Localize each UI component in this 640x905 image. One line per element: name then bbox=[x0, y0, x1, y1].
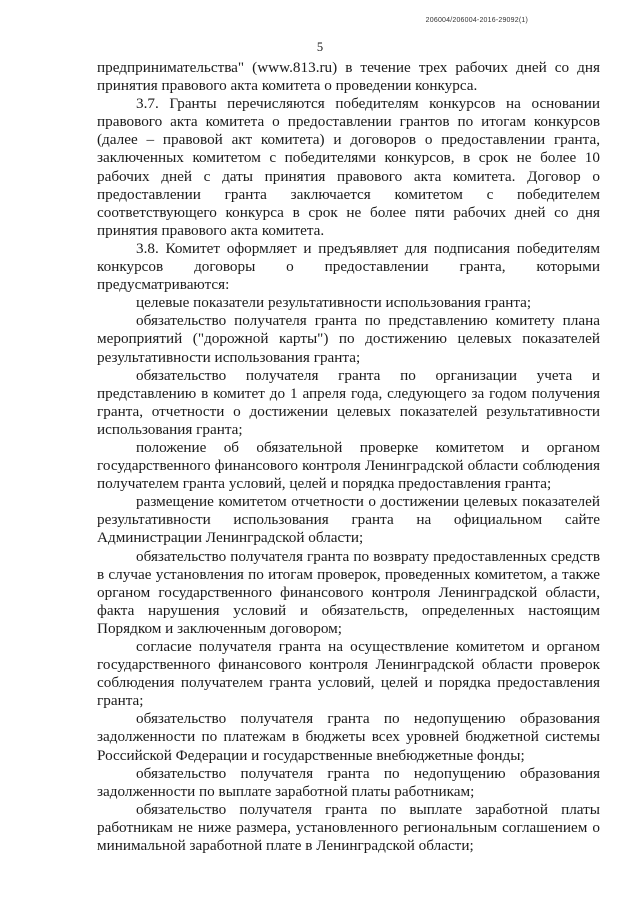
paragraph: обязательство получателя гранта по представлению комитету плана мероприятий ("дорожной карты") по достижению целевых показателей результативности использования гранта; bbox=[97, 312, 600, 366]
document-id: 206004/206004-2016-29092(1) bbox=[425, 17, 528, 24]
paragraph: обязательство получателя гранта по недопущению образования задолженности по платежам в бюджеты всех уровней бюджетной системы Российской Федерации и государственные внебюджетные фонды; bbox=[97, 710, 600, 764]
paragraph: обязательство получателя гранта по возврату предоставленных средств в случае установления по итогам проверок, проведенных комитетом, а также органом государственного финансового контроля Ленинградской области, факта нарушения условий и обязательств, определенных настоящим Порядком и заключенным договором; bbox=[97, 547, 600, 637]
paragraph: целевые показатели результативности использования гранта; bbox=[136, 294, 532, 312]
paragraph: размещение комитетом отчетности о достижении целевых показателей результативности использования гранта на официальном сайте Администрации Ленинградской области; bbox=[97, 493, 600, 547]
page-number: 5 bbox=[316, 40, 324, 54]
paragraph: согласие получателя гранта на осуществление комитетом и органом государственного финансового контроля Ленинградской области проверок соблюдения получателем гранта условий, целей и порядка предоставления гранта; bbox=[97, 638, 600, 710]
document-body bbox=[97, 59, 600, 855]
paragraph: обязательство получателя гранта по выплате заработной платы работникам не ниже размера, установленного региональным соглашением о минимальной заработной плате в Ленинградской области; bbox=[97, 800, 600, 855]
paragraph: предпринимательства" (www.813.ru) в течение трех рабочих дней со дня принятия правового акта комитета о проведении конкурса. bbox=[97, 59, 600, 95]
paragraph: обязательство получателя гранта по организации учета и представлению в комитет до 1 апреля года, следующего за годом получения гранта, отчетности о достижении целевых показателей результативности использования гранта; bbox=[97, 366, 600, 438]
paragraph: 3.7. Гранты перечисляются победителям конкурсов на основании правового акта комитета о предоставлении грантов по итогам конкурсов (далее – правовой акт комитета) и договоров о предоставлении гранта, заключенных комитетом с победителями конкурсов, в срок не более 10 рабочих дней с даты принятия правового акта комитета. Договор о предоставлении гранта заключается комитетом с победителем соответствующего конкурса в срок не более пяти рабочих дней со дня принятия правового акта комитета. bbox=[97, 95, 600, 239]
paragraph: положение об обязательной проверке комитетом и органом государственного финансового контроля Ленинградской области соблюдения получателем гранта условий, целей и порядка предоставления гранта; bbox=[97, 438, 600, 493]
paragraph: 3.8. Комитет оформляет и предъявляет для подписания победителям конкурсов договоры о предоставлении гранта, которыми предусматриваются: bbox=[97, 239, 600, 294]
paragraph: обязательство получателя гранта по недопущению образования задолженности по выплате заработной платы работникам; bbox=[97, 764, 600, 800]
